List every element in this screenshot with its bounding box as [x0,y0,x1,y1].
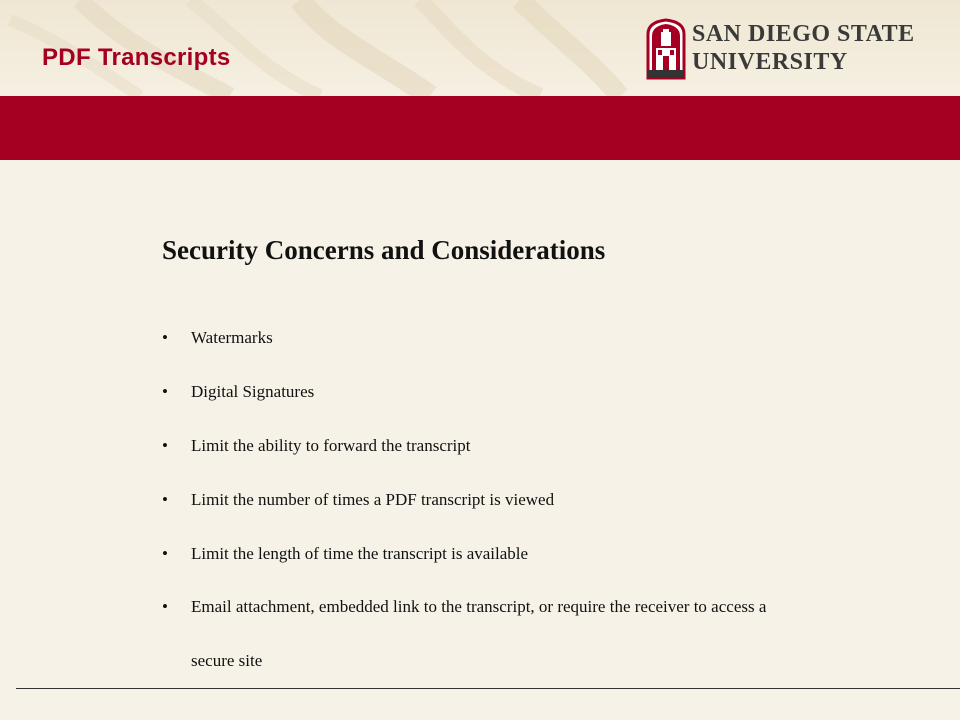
bullet-text: Digital Signatures [191,382,315,401]
bullet-text: Limit the number of times a PDF transcript is viewed [191,490,555,509]
bullet-text: Limit the length of time the transcript is available [191,544,529,563]
bullet-icon: • [162,328,168,347]
presentation-title: PDF Transcripts [42,44,231,71]
header-banner [0,0,960,96]
logo-line-2: UNIVERSITY [692,49,848,75]
bullet-text: Watermarks [191,328,273,347]
sdsu-tower-seal-icon [646,18,686,80]
list-item [162,486,782,513]
bullet-list [162,324,782,715]
list-item [162,540,782,567]
bullet-icon: • [162,382,168,401]
list-item [162,432,782,459]
red-band [0,96,960,160]
list-item [162,580,782,688]
slide-title: Security Concerns and Considerations [162,235,606,265]
bullet-text: Limit the ability to forward the transcript [191,436,471,455]
list-item [162,378,782,405]
list-item [162,324,782,351]
bullet-icon: • [162,597,168,616]
logo-wordmark [692,20,915,76]
bullet-icon: • [162,490,168,509]
bullet-icon: • [162,436,168,455]
logo-line-1: SAN DIEGO STATE [692,21,915,47]
slide-content [162,232,842,670]
sdsu-logo [646,18,946,84]
bullet-text: Email attachment, embedded link to the transcript, or require the receiver to access a secure site [191,597,767,670]
bullet-icon: • [162,544,168,563]
footer-divider [16,688,960,689]
